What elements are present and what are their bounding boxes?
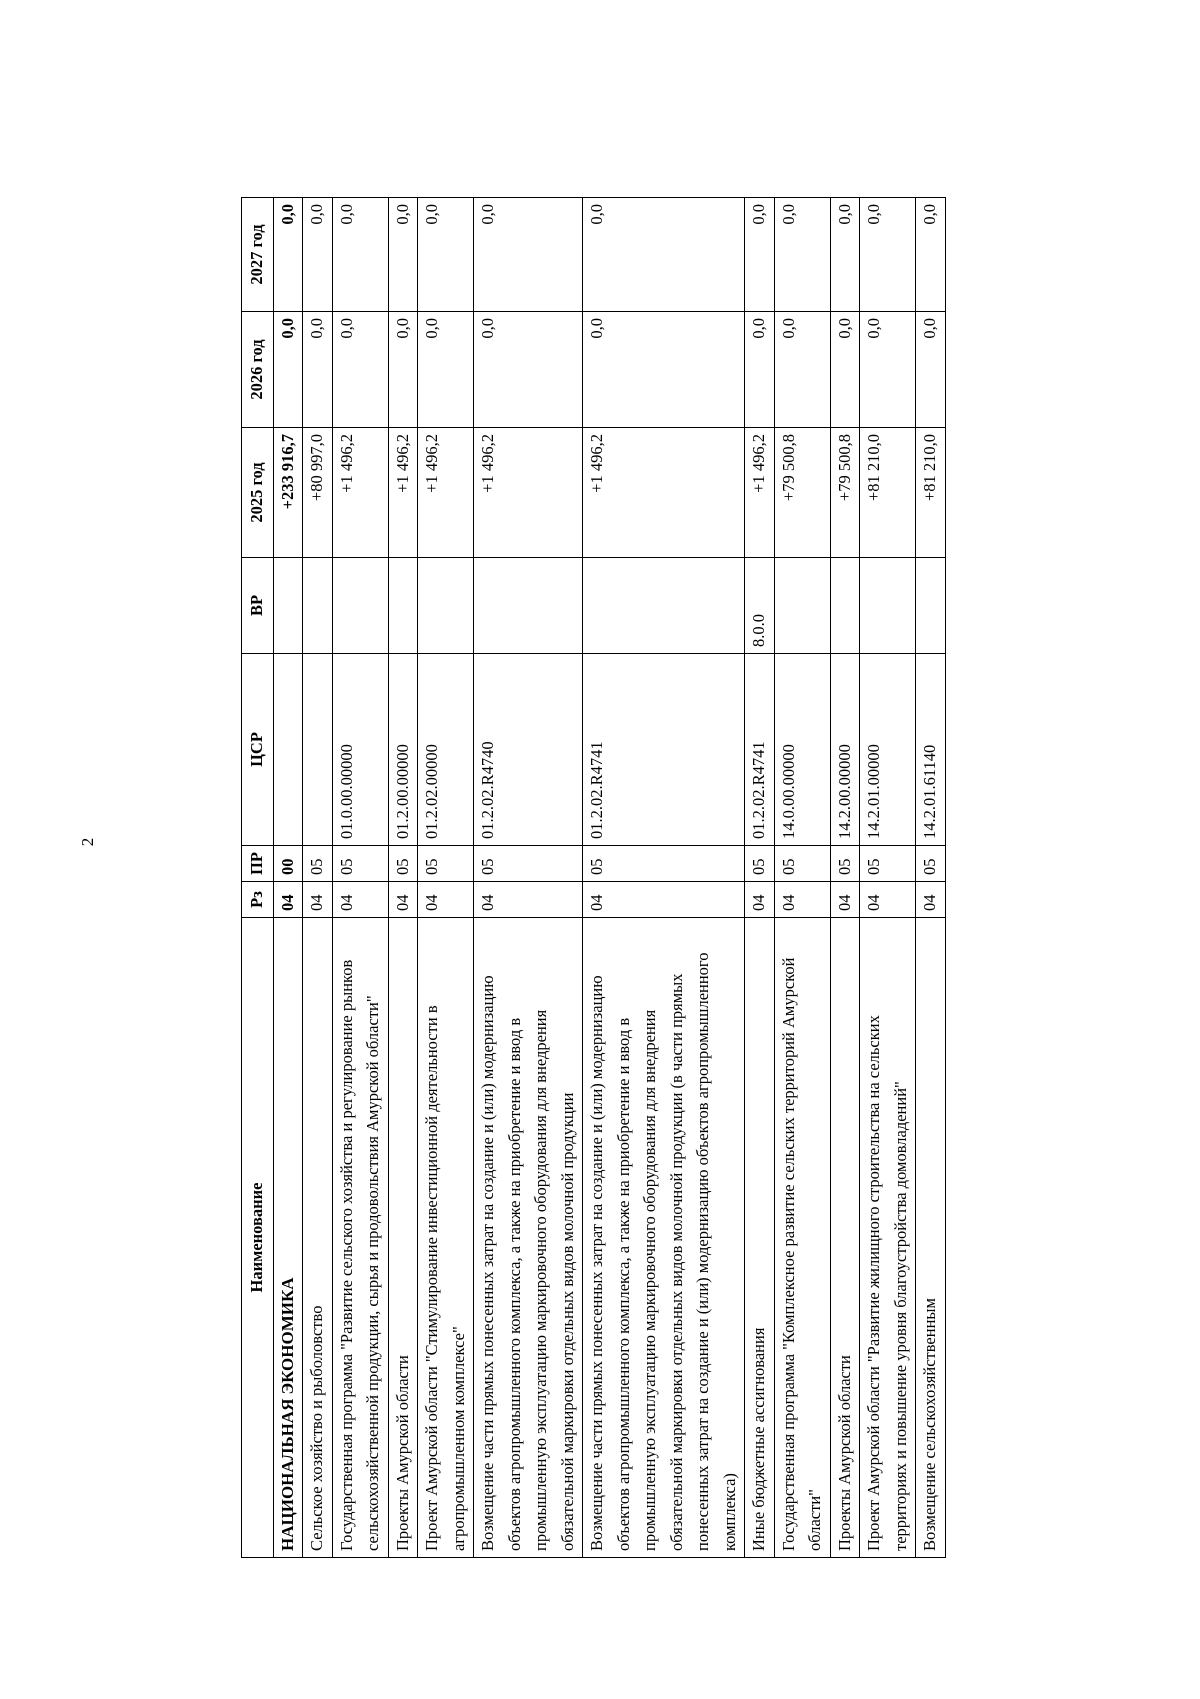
header-csr: ЦСР	[242, 654, 274, 846]
cell-2025: +81 210,0	[916, 428, 946, 558]
cell-csr: 14.0.00.00000	[774, 654, 830, 846]
cell-2025: +1 496,2	[388, 428, 418, 558]
cell-rz: 04	[388, 882, 418, 918]
cell-vr	[583, 558, 745, 654]
cell-rz: 04	[474, 882, 583, 918]
cell-pr: 05	[916, 846, 946, 882]
cell-pr: 05	[583, 846, 745, 882]
cell-rz: 04	[583, 882, 745, 918]
table-row	[388, 198, 418, 1558]
cell-csr: 01.2.02.R4740	[474, 654, 583, 846]
budget-table	[241, 197, 946, 1558]
cell-pr: 05	[774, 846, 830, 882]
cell-rz: 04	[830, 882, 860, 918]
cell-2027: 0,0	[830, 198, 860, 312]
cell-pr: 05	[418, 846, 474, 882]
cell-rz: 04	[332, 882, 388, 918]
cell-rz: 04	[916, 882, 946, 918]
header-vr: ВР	[242, 558, 274, 654]
cell-csr: 14.2.00.00000	[830, 654, 860, 846]
cell-name: Иные бюджетные ассигнования	[745, 918, 775, 1558]
cell-vr: 8.0.0	[745, 558, 775, 654]
header-name: Наименование	[242, 918, 274, 1558]
cell-2026: 0,0	[418, 312, 474, 428]
table-row	[830, 198, 860, 1558]
cell-name: Сельское хозяйство и рыболовство	[303, 918, 333, 1558]
cell-2027: 0,0	[583, 198, 745, 312]
header-2027: 2027 год	[242, 198, 274, 312]
cell-2025: +1 496,2	[332, 428, 388, 558]
cell-2026: 0,0	[916, 312, 946, 428]
page-number: 2	[78, 837, 97, 847]
cell-vr	[418, 558, 474, 654]
cell-2027: 0,0	[273, 198, 303, 312]
cell-2025: +1 496,2	[474, 428, 583, 558]
cell-vr	[916, 558, 946, 654]
header-2026: 2026 год	[242, 312, 274, 428]
cell-vr	[388, 558, 418, 654]
cell-rz: 04	[860, 882, 916, 918]
cell-2026: 0,0	[273, 312, 303, 428]
table-row	[916, 198, 946, 1558]
cell-csr: 14.2.01.00000	[860, 654, 916, 846]
cell-rz: 04	[303, 882, 333, 918]
cell-name: НАЦИОНАЛЬНАЯ ЭКОНОМИКА	[273, 918, 303, 1558]
cell-csr: 01.2.00.00000	[388, 654, 418, 846]
cell-pr: 05	[332, 846, 388, 882]
cell-2026: 0,0	[774, 312, 830, 428]
header-pr: ПР	[242, 846, 274, 882]
cell-2025: +80 997,0	[303, 428, 333, 558]
cell-csr: 01.0.00.00000	[332, 654, 388, 846]
cell-2027: 0,0	[916, 198, 946, 312]
cell-name: Проект Амурской области "Развитие жилищного строительства на сельских территориях и повышение уровня благоустройства домовладений"	[860, 918, 916, 1558]
table-row	[273, 198, 303, 1558]
cell-pr: 00	[273, 846, 303, 882]
cell-vr	[830, 558, 860, 654]
cell-2025: +1 496,2	[583, 428, 745, 558]
cell-2026: 0,0	[388, 312, 418, 428]
cell-2027: 0,0	[860, 198, 916, 312]
cell-vr	[474, 558, 583, 654]
cell-name: Государственная программа "Комплексное развитие сельских территорий Амурской области"	[774, 918, 830, 1558]
cell-csr	[273, 654, 303, 846]
table-row	[332, 198, 388, 1558]
cell-rz: 04	[273, 882, 303, 918]
cell-name: Возмещение сельскохозяйственным	[916, 918, 946, 1558]
header-rz: Рз	[242, 882, 274, 918]
cell-2026: 0,0	[745, 312, 775, 428]
cell-2026: 0,0	[474, 312, 583, 428]
cell-2026: 0,0	[303, 312, 333, 428]
cell-rz: 04	[774, 882, 830, 918]
cell-2026: 0,0	[830, 312, 860, 428]
cell-2027: 0,0	[418, 198, 474, 312]
cell-2027: 0,0	[774, 198, 830, 312]
cell-2026: 0,0	[332, 312, 388, 428]
cell-csr: 01.2.02.00000	[418, 654, 474, 846]
cell-pr: 05	[303, 846, 333, 882]
table-row	[774, 198, 830, 1558]
budget-table-container	[241, 198, 1075, 1558]
cell-2027: 0,0	[303, 198, 333, 312]
cell-2027: 0,0	[474, 198, 583, 312]
cell-vr	[332, 558, 388, 654]
cell-2025: +1 496,2	[418, 428, 474, 558]
cell-2025: +233 916,7	[273, 428, 303, 558]
table-row	[745, 198, 775, 1558]
cell-rz: 04	[745, 882, 775, 918]
cell-name: Государственная программа "Развитие сельского хозяйства и регулирование рынков сельскохозяйственной продукции, сырья и продовольствия Амурской области"	[332, 918, 388, 1558]
cell-2026: 0,0	[860, 312, 916, 428]
cell-2025: +79 500,8	[774, 428, 830, 558]
table-header-row	[242, 198, 274, 1558]
table-row	[303, 198, 333, 1558]
cell-csr: 14.2.01.61140	[916, 654, 946, 846]
cell-2027: 0,0	[332, 198, 388, 312]
cell-rz: 04	[418, 882, 474, 918]
table-row	[474, 198, 583, 1558]
cell-vr	[774, 558, 830, 654]
cell-2025: +79 500,8	[830, 428, 860, 558]
table-row	[583, 198, 745, 1558]
cell-2026: 0,0	[583, 312, 745, 428]
cell-name: Возмещение части прямых понесенных затрат на создание и (или) модернизацию объектов агропромышленного комплекса, а также на приобретение и ввод в промышленную эксплуатацию маркировочного оборудования для внедрения обязательной маркировки отдельных видов молочной продукции	[474, 918, 583, 1558]
cell-pr: 05	[745, 846, 775, 882]
cell-vr	[273, 558, 303, 654]
cell-2027: 0,0	[745, 198, 775, 312]
cell-pr: 05	[474, 846, 583, 882]
table-row	[860, 198, 916, 1558]
cell-csr	[303, 654, 333, 846]
table-row	[418, 198, 474, 1558]
cell-vr	[303, 558, 333, 654]
header-2025: 2025 год	[242, 428, 274, 558]
cell-pr: 05	[388, 846, 418, 882]
cell-2027: 0,0	[388, 198, 418, 312]
cell-pr: 05	[830, 846, 860, 882]
cell-name: Проект Амурской области "Стимулирование инвестиционной деятельности в агропромышленном комплексе"	[418, 918, 474, 1558]
cell-2025: +1 496,2	[745, 428, 775, 558]
cell-vr	[860, 558, 916, 654]
cell-name: Проекты Амурской области	[830, 918, 860, 1558]
cell-name: Проекты Амурской области	[388, 918, 418, 1558]
cell-csr: 01.2.02.R4741	[745, 654, 775, 846]
cell-csr: 01.2.02.R4741	[583, 654, 745, 846]
cell-2025: +81 210,0	[860, 428, 916, 558]
cell-pr: 05	[860, 846, 916, 882]
cell-name: Возмещение части прямых понесенных затрат на создание и (или) модернизацию объектов агропромышленного комплекса, а также на приобретение и ввод в промышленную эксплуатацию маркировочного оборудования для внедрения обязательной маркировки отдельных видов молочной продукции (в части прямых понесенных затрат на создание и (или) модернизацию объектов агропромышленного комплекса)	[583, 918, 745, 1558]
